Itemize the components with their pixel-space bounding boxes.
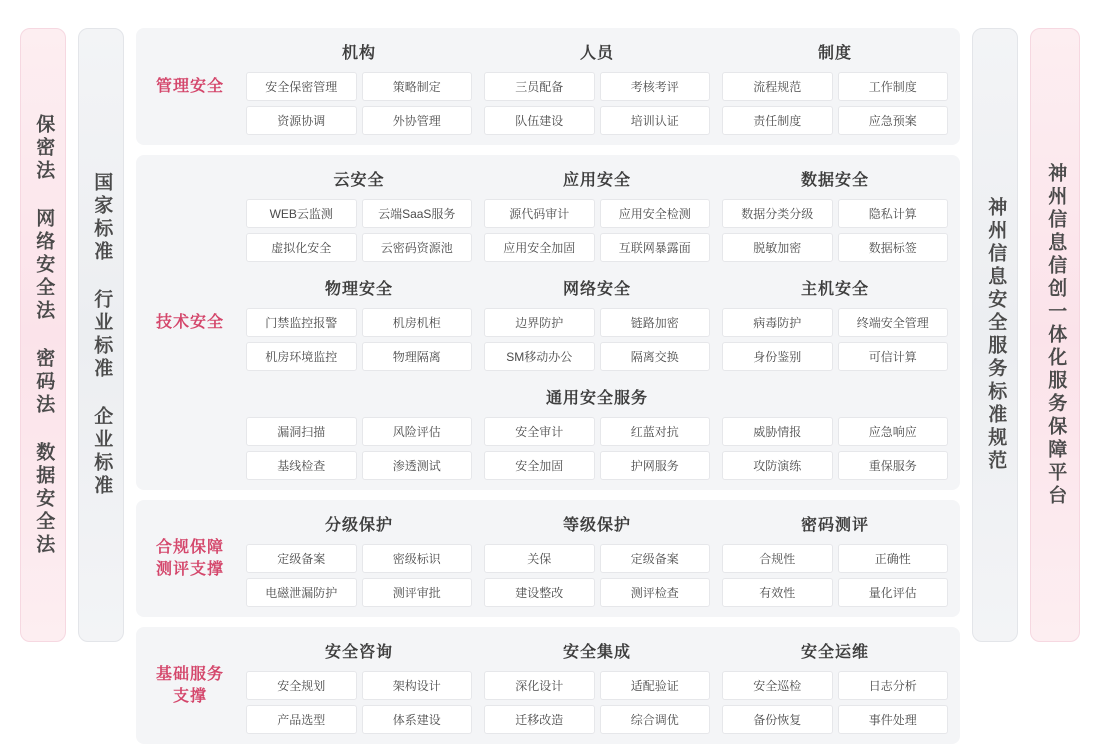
band-basic-service-support [136,627,960,744]
cell-item[interactable]: 责任制度 [722,106,833,135]
group-general-services-b [484,417,710,480]
group-title: 密码测评 [800,517,869,534]
cell-item[interactable]: 队伍建设 [484,106,595,135]
standards-pillar [78,28,124,642]
cell-item[interactable]: 风险评估 [362,417,473,446]
cell-item[interactable]: 测评审批 [362,578,473,607]
cell-item[interactable]: 体系建设 [362,705,473,734]
group-level-protection [484,510,710,607]
cell-item[interactable]: 备份恢复 [722,705,833,734]
cell-item[interactable]: 应用安全加固 [484,233,595,262]
cell-grid [246,417,472,480]
cell-item[interactable]: 攻防演练 [722,451,833,480]
cell-item[interactable]: 事件处理 [838,705,949,734]
row [246,417,948,480]
cell-item[interactable]: 安全巡检 [722,671,833,700]
cell-item[interactable]: 定级备案 [246,544,357,573]
band-label-compliance: 合规保障 测评支撑 [155,538,224,578]
cell-item[interactable]: 应急预案 [838,106,949,135]
cell-item[interactable]: 应用安全检测 [600,199,711,228]
group-network-security [484,274,710,371]
cell-item[interactable]: 工作制度 [838,72,949,101]
cell-grid [722,199,948,262]
cell-item[interactable]: 迁移改造 [484,705,595,734]
standards-pillar-label: 国家标准 行业标准 企业标准 [91,172,113,498]
cell-item[interactable]: 数据分类分级 [722,199,833,228]
cell-item[interactable]: 安全保密管理 [246,72,357,101]
cell-item[interactable]: 红蓝对抗 [600,417,711,446]
group-title: 云安全 [333,172,385,189]
band-body-compliance [246,510,948,607]
group-security-consulting [246,637,472,734]
cell-grid [722,544,948,607]
band-body-basic-service [246,637,948,734]
group-physical-security [246,274,472,371]
group-title: 等级保护 [562,517,631,534]
cell-item[interactable]: 基线检查 [246,451,357,480]
center-column [136,28,960,727]
cell-item[interactable]: 源代码审计 [484,199,595,228]
cell-item[interactable]: 病毒防护 [722,308,833,337]
band-label-basic-service: 基础服务 支撑 [155,665,224,705]
cell-item[interactable]: 测评检查 [600,578,711,607]
cell-item[interactable]: 数据标签 [838,233,949,262]
cell-item[interactable]: 互联网暴露面 [600,233,711,262]
row [246,165,948,262]
cell-item[interactable]: SM移动办公 [484,342,595,371]
cell-item[interactable]: 机房环境监控 [246,342,357,371]
cell-item[interactable]: 密级标识 [362,544,473,573]
platform-pillar [1030,28,1080,642]
cell-item[interactable]: 安全加固 [484,451,595,480]
platform-pillar-label: 神州信息信创一体化服务保障平台 [1045,162,1067,508]
group-security-integration [484,637,710,734]
group-data-security [722,165,948,262]
band-body-management [246,38,948,135]
cell-item[interactable]: 日志分析 [838,671,949,700]
laws-pillar [20,28,66,642]
group-title: 安全咨询 [324,644,393,661]
cell-item[interactable]: 渗透测试 [362,451,473,480]
cell-grid [246,671,472,734]
group-title: 网络安全 [562,281,631,298]
cell-item[interactable]: 应急响应 [838,417,949,446]
group-title: 安全集成 [562,644,631,661]
band-body-technical [246,165,948,480]
group-cloud-security [246,165,472,262]
cell-item[interactable]: 门禁监控报警 [246,308,357,337]
group-host-security [722,274,948,371]
cell-item[interactable]: 电磁泄漏防护 [246,578,357,607]
cell-grid [722,72,948,135]
cell-item[interactable]: 建设整改 [484,578,595,607]
cell-item[interactable]: WEB云监测 [246,199,357,228]
group-title-general-services: 通用安全服务 [545,390,648,407]
cell-item[interactable]: 机房机柜 [362,308,473,337]
cell-item[interactable]: 合规性 [722,544,833,573]
group-crypto-evaluation [722,510,948,607]
cell-item[interactable]: 考核考评 [600,72,711,101]
cell-item[interactable]: 链路加密 [600,308,711,337]
cell-grid [246,544,472,607]
group-system [722,38,948,135]
group-personnel [484,38,710,135]
group-security-operations [722,637,948,734]
cell-grid [722,308,948,371]
cell-item[interactable]: 综合调优 [600,705,711,734]
group-title: 安全运维 [800,644,869,661]
group-application-security [484,165,710,262]
cell-item[interactable]: 量化评估 [838,578,949,607]
cell-item[interactable]: 物理隔离 [362,342,473,371]
cell-grid [484,308,710,371]
cell-item[interactable]: 安全审计 [484,417,595,446]
cell-item[interactable]: 关保 [484,544,595,573]
cell-item[interactable]: 正确性 [838,544,949,573]
row [246,274,948,371]
group-title: 制度 [817,45,852,62]
cell-item[interactable]: 终端安全管理 [838,308,949,337]
group-title: 主机安全 [800,281,869,298]
cell-item[interactable]: 有效性 [722,578,833,607]
laws-pillar-label: 保密法 网络安全法 密码法 数据安全法 [33,113,55,557]
cell-item[interactable]: 资源协调 [246,106,357,135]
cell-item[interactable]: 培训认证 [600,106,711,135]
cell-item[interactable]: 安全规划 [246,671,357,700]
group-classified-protection [246,510,472,607]
group-title: 人员 [579,45,614,62]
service-standard-pillar-label: 神州信息安全服务标准规范 [985,197,1007,473]
group-title: 机构 [341,45,376,62]
cell-grid [722,671,948,734]
row [246,510,948,607]
cell-grid [722,417,948,480]
group-title: 物理安全 [324,281,393,298]
cell-item[interactable]: 边界防护 [484,308,595,337]
cell-item[interactable]: 策略制定 [362,72,473,101]
cell-item[interactable]: 身份鉴别 [722,342,833,371]
cell-item[interactable]: 产品选型 [246,705,357,734]
cell-grid [484,417,710,480]
group-title: 应用安全 [562,172,631,189]
cell-item[interactable]: 威胁情报 [722,417,833,446]
cell-grid [246,199,472,262]
row [246,637,948,734]
cell-item[interactable]: 架构设计 [362,671,473,700]
cell-grid [484,72,710,135]
group-general-services-c [722,417,948,480]
cell-grid [484,544,710,607]
cell-grid [246,72,472,135]
band-label-management: 管理安全 [155,77,224,95]
cell-item[interactable]: 云端SaaS服务 [362,199,473,228]
row [246,38,948,135]
cell-item[interactable]: 虚拟化安全 [246,233,357,262]
cell-grid [484,671,710,734]
cell-grid [484,199,710,262]
cell-item[interactable]: 可信计算 [838,342,949,371]
cell-item[interactable]: 隐私计算 [838,199,949,228]
group-title: 分级保护 [324,517,393,534]
band-label-technical: 技术安全 [155,313,224,331]
cell-item[interactable]: 护网服务 [600,451,711,480]
cell-item[interactable]: 隔离交换 [600,342,711,371]
cell-item[interactable]: 外协管理 [362,106,473,135]
band-technical-security [136,155,960,490]
cell-item[interactable]: 漏洞扫描 [246,417,357,446]
cell-item[interactable]: 深化设计 [484,671,595,700]
cell-item[interactable]: 定级备案 [600,544,711,573]
cell-item[interactable]: 适配验证 [600,671,711,700]
band-compliance-support [136,500,960,617]
cell-item[interactable]: 三员配备 [484,72,595,101]
cell-grid [246,308,472,371]
cell-item[interactable]: 云密码资源池 [362,233,473,262]
cell-item[interactable]: 脱敏加密 [722,233,833,262]
cell-item[interactable]: 流程规范 [722,72,833,101]
group-organization [246,38,472,135]
cell-item[interactable]: 重保服务 [838,451,949,480]
service-standard-pillar [972,28,1018,642]
group-title: 数据安全 [800,172,869,189]
band-management-security [136,28,960,145]
group-general-services-a [246,417,472,480]
